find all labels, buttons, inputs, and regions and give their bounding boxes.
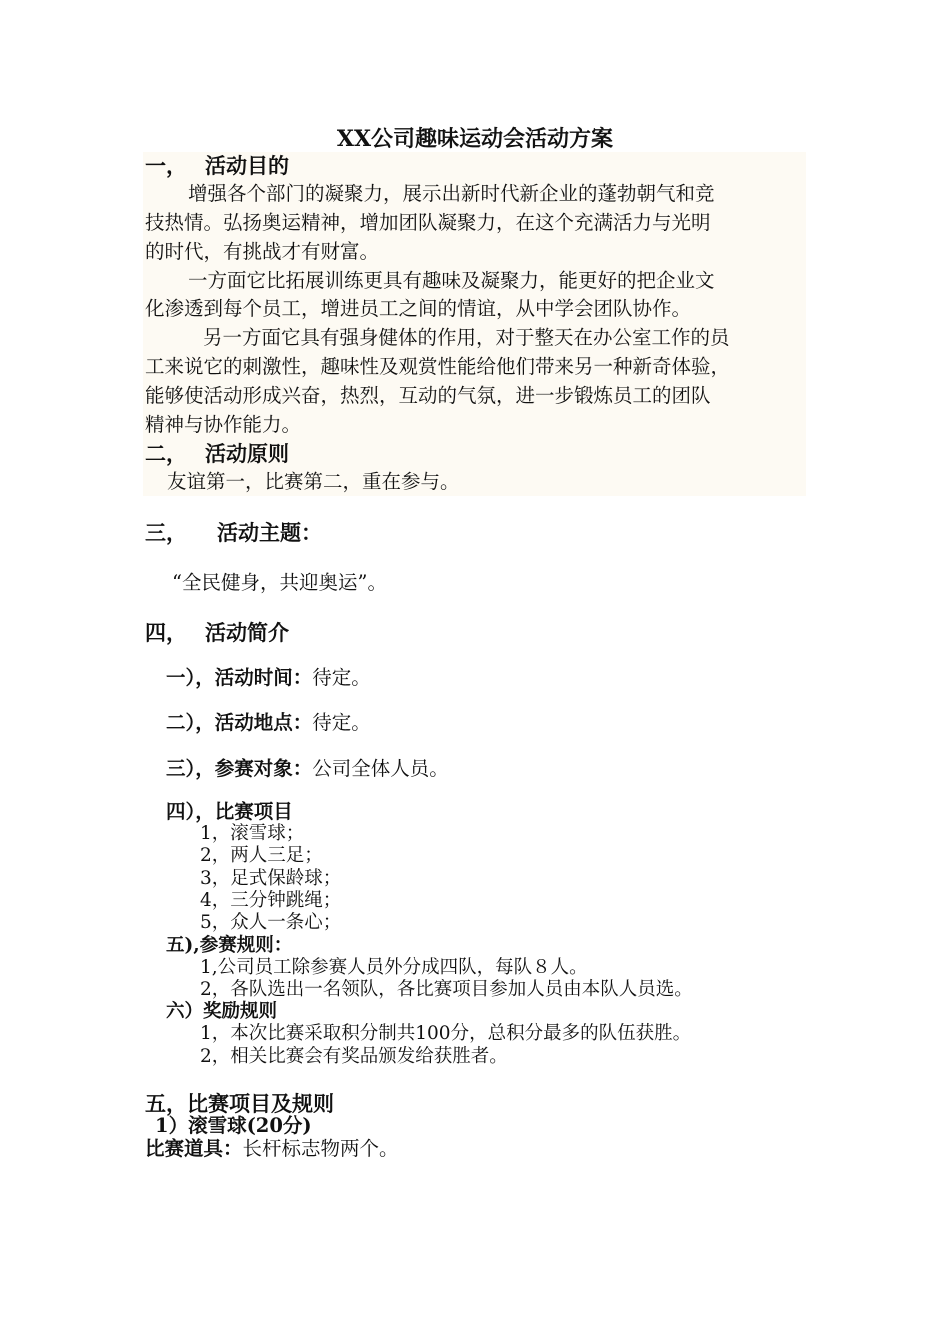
event-item: 4，三分钟跳绳； — [200, 890, 342, 911]
events-heading: 四），比赛项目 — [166, 800, 293, 823]
section-4-heading: 活动简介 — [205, 620, 289, 645]
rules-heading: 五),参赛规则： — [166, 935, 293, 956]
sec1-line: 能够使活动形成兴奋，热烈，互动的气氛，进一步锻炼员工的团队 — [145, 384, 711, 407]
sec1-line: 一方面它比拓展训练更具有趣味及凝聚力，能更好的把企业文 — [188, 269, 715, 292]
document-title: XX公司趣味运动会活动方案 — [336, 126, 614, 152]
equipment-value: 长杆标志物两个。 — [242, 1137, 399, 1160]
sec1-line: 增强各个部门的凝聚力，展示出新时代新企业的蓬勃朝气和竞 — [188, 182, 715, 205]
section-5-heading: 五，比赛项目及规则 — [145, 1091, 334, 1116]
section-2-text: 友谊第一，比赛第二，重在参与。 — [167, 470, 460, 493]
rule-item: 2，各队选出一名领队，各比赛项目参加人员由本队人员选。 — [200, 979, 693, 1000]
sec1-line: 化渗透到每个员工，增进员工之间的情谊，从中学会团队协作。 — [145, 297, 692, 320]
equipment-label: 比赛道具： — [145, 1137, 243, 1160]
section-1-number: 一， — [145, 153, 187, 178]
event-item: 2，两人三足； — [200, 845, 323, 866]
reward-item: 1，本次比赛采取积分制共100分，总积分最多的队伍获胜。 — [200, 1023, 692, 1044]
sec1-line: 工来说它的刺激性，趣味性及观赏性能给他们带来另一种新奇体验， — [145, 355, 731, 378]
activity-place — [166, 713, 371, 733]
event-item: 5，众人一条心； — [200, 912, 342, 933]
equipment-line — [145, 1139, 399, 1159]
section-3-number: 三， — [145, 520, 187, 545]
participants — [166, 759, 449, 779]
event-item: 3，足式保龄球； — [200, 868, 342, 889]
sec1-line: 另一方面它具有强身健体的作用，对于整天在办公室工作的员 — [203, 326, 730, 349]
reward-heading: 六）奖励规则 — [166, 1001, 278, 1022]
activity-place-label: 二），活动地点： — [166, 711, 313, 734]
event-item: 1，滚雪球； — [200, 823, 305, 844]
section-1-heading: 活动目的 — [205, 153, 289, 178]
rule-item: 1,公司员工除参赛人员外分成四队，每队８人。 — [200, 957, 588, 978]
sec1-line: 精神与协作能力。 — [145, 413, 302, 436]
section-2-number: 二， — [145, 441, 187, 466]
section-3-heading: 活动主题： — [217, 520, 322, 545]
activity-time-value: 待定。 — [312, 666, 371, 689]
section-5-subheading: 1）滚雪球(20分) — [155, 1114, 312, 1137]
sec1-line: 的时代，有挑战才有财富。 — [145, 240, 380, 263]
section-4-number: 四， — [145, 620, 187, 645]
participants-value: 公司全体人员。 — [312, 757, 449, 780]
participants-label: 三），参赛对象： — [166, 757, 313, 780]
section-3-text: “全民健身，共迎奥运”。 — [172, 571, 387, 594]
activity-place-value: 待定。 — [312, 711, 371, 734]
activity-time — [166, 668, 371, 688]
sec1-line: 技热情。弘扬奥运精神，增加团队凝聚力，在这个充满活力与光明 — [145, 211, 711, 234]
activity-time-label: 一），活动时间： — [166, 666, 313, 689]
reward-item: 2，相关比赛会有奖品颁发给获胜者。 — [200, 1046, 508, 1067]
section-2-heading: 活动原则 — [205, 441, 289, 466]
